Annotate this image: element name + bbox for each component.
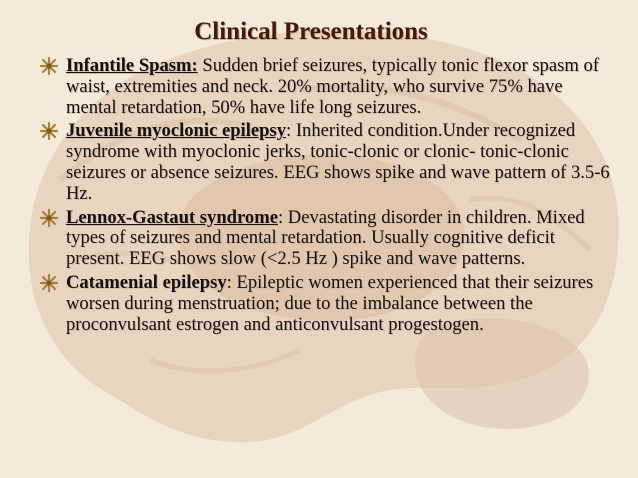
bullet-catamenial-epilepsy	[38, 273, 613, 335]
bullet-text: Sudden brief seizures, typically tonic flexor spasm of waist, extremities and neck. 20% mortality, who survive 75% have mental retardation, 50% have life long seizures.	[66, 55, 599, 118]
bullet-text: : Epileptic women experienced that their seizures worsen during menstruation; due to the imbalance between the proconvulsant estrogen and anticonvulsant progestogen.	[66, 271, 594, 335]
slide-title: Clinical Presentations	[194, 18, 428, 45]
bullet-term: Infantile Spasm:	[66, 55, 198, 76]
starburst-icon	[38, 273, 60, 293]
bullet-juvenile-myoclonic-epilepsy	[38, 121, 613, 204]
bullet-term: Catamenial epilepsy	[66, 271, 227, 293]
bullet-infantile-spasm	[38, 56, 613, 118]
bullet-text: : Inherited condition.Under recognized syndrome with myoclonic jerks, tonic-clonic or clonic- tonic-clonic seizures or absence seizures. EEG shows spike and wave pattern of 3.5-6 Hz.	[66, 120, 610, 204]
bullet-lennox-gastaut-syndrome	[38, 208, 613, 270]
bullet-term: Lennox-Gastaut syndrome	[66, 206, 278, 228]
bullet-text: : Devastating disorder in children. Mixed types of seizures and mental retardation. Usually cognitive deficit present. EEG shows slow (<2.5 Hz ) spike and wave patterns.	[66, 206, 585, 270]
starburst-icon	[38, 56, 60, 76]
bullet-term: Juvenile myoclonic epilepsy	[66, 120, 287, 142]
starburst-icon	[38, 208, 60, 228]
starburst-icon	[38, 121, 60, 141]
bullet-list	[38, 56, 613, 338]
